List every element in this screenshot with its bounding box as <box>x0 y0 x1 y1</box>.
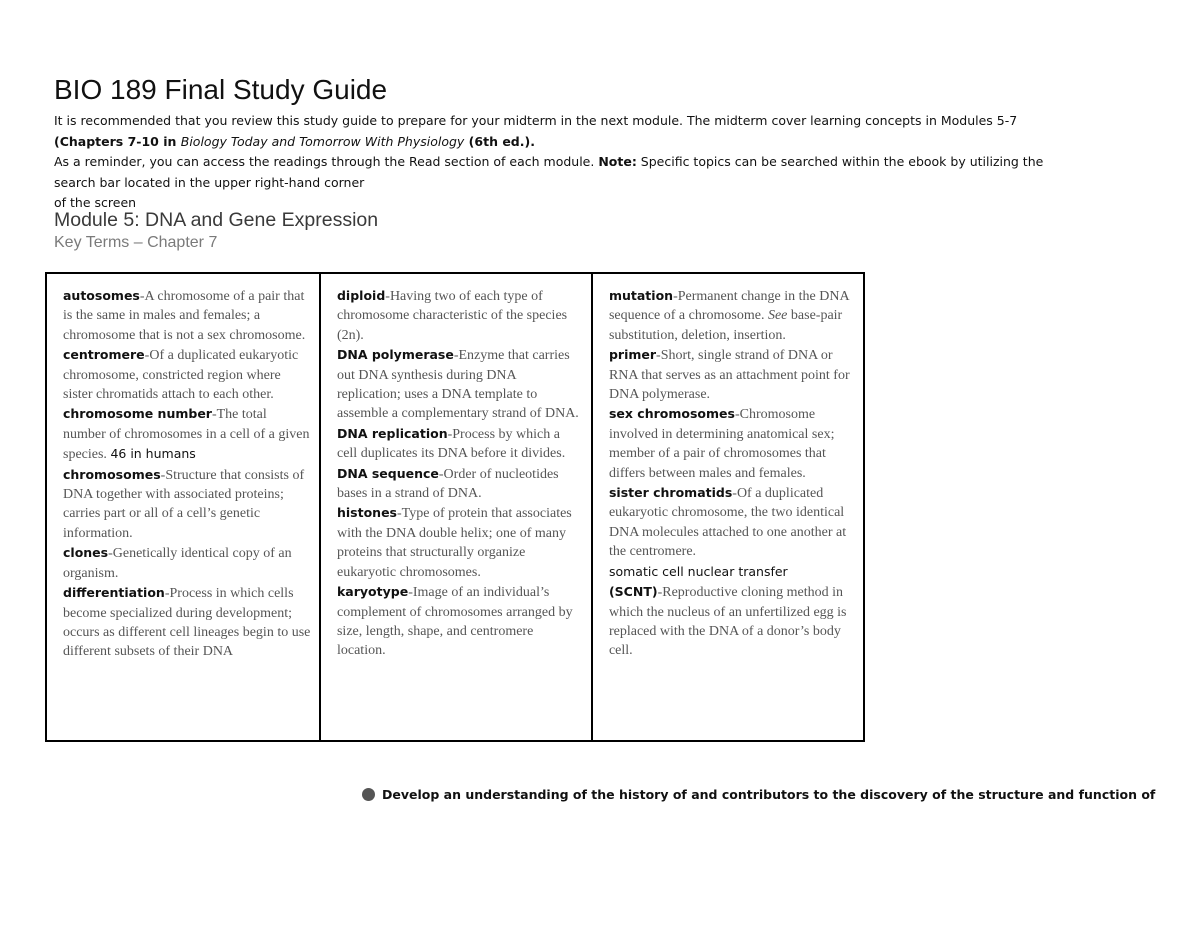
term-entry <box>337 345 583 424</box>
key-terms-heading: Key Terms – Chapter 7 <box>54 234 218 251</box>
intro-reminder: As a reminder, you can access the readings through the Read section of each module. <box>54 154 599 169</box>
term-definition: -Type of protein that associates with the DNA double helix; one of many proteins that structurally organize eukaryotic chromosomes. <box>336 506 572 580</box>
terms-column-3 <box>591 274 863 740</box>
term-entry <box>63 404 311 464</box>
term-definition: -Order of nucleotides bases in a strand of DNA. <box>336 466 559 502</box>
term-entry <box>609 483 855 562</box>
term-definition: -Process in which cells become specialized during development; occurs as different cell lineages begin to use different subsets of their DNA <box>63 586 311 660</box>
term-entry <box>337 503 583 582</box>
definition-part: base-pair substitution, deletion, insertion. <box>608 308 843 343</box>
term-entry <box>609 286 855 345</box>
intro-paragraph <box>54 111 1134 214</box>
term-name: autosomes <box>63 288 140 303</box>
term-entry <box>337 582 583 661</box>
term-entry <box>63 345 311 404</box>
term-name: karyotype <box>336 584 409 600</box>
key-terms-table <box>45 272 865 742</box>
term-name: DNA sequence <box>336 465 439 481</box>
term-definition: -The total number of chromosomes in a cell of a given species. <box>63 407 310 463</box>
term-entry <box>609 404 855 483</box>
term-entry <box>63 465 311 544</box>
definition-part: -Permanent change in the DNA sequence of a chromosome. <box>608 289 849 324</box>
term-name: primer <box>608 347 657 363</box>
objective-text: Develop an understanding of the history of and contributors to the discovery of the structure and function of <box>382 787 1156 802</box>
term-name-plain: somatic cell nuclear transfer <box>608 563 788 579</box>
term-name: centromere <box>63 347 145 363</box>
term-definition: -Enzyme that carries out DNA synthesis during DNA replication; uses a DNA template to assemble a complementary strand of DNA. <box>336 348 579 422</box>
term-entry <box>63 286 311 345</box>
term-entry <box>609 345 855 404</box>
term-extra: 46 in humans <box>110 446 196 462</box>
term-name: diploid <box>336 288 386 303</box>
term-name: differentiation <box>63 585 165 601</box>
term-entry <box>63 583 311 662</box>
term-name: (SCNT) <box>608 584 658 600</box>
term-name: mutation <box>608 288 674 303</box>
page-title: BIO 189 Final Study Guide <box>54 74 388 105</box>
term-definition: -Having two of each type of chromosome characteristic of the species (2n). <box>336 289 568 343</box>
terms-column-1 <box>47 274 319 740</box>
term-name: clones <box>63 545 109 561</box>
term-name: sex chromosomes <box>608 406 735 422</box>
term-entry <box>337 464 583 504</box>
term-definition: -Of a duplicated eukaryotic chromosome, the two identical DNA molecules attached to one another at the centromere. <box>608 486 847 560</box>
term-name: DNA polymerase <box>336 347 454 363</box>
intro-line-4: search bar located in the upper right-hand corner <box>54 174 365 190</box>
term-definition: -Of a duplicated eukaryotic chromosome, constricted region where sister chromatids attach to each other. <box>63 348 299 403</box>
term-entry <box>609 562 855 661</box>
book-title: Biology Today and Tomorrow With Physiology <box>180 133 465 149</box>
learning-objective <box>362 787 1155 802</box>
intro-line-2 <box>54 132 1134 153</box>
intro-line-3 <box>54 152 1134 173</box>
terms-column-2 <box>319 274 591 740</box>
intro-chapters-prefix: (Chapters 7-10 in <box>54 133 181 149</box>
note-label: Note: <box>598 154 637 169</box>
term-entry <box>337 286 583 345</box>
bullet-icon <box>362 788 375 801</box>
term-definition: -Short, single strand of DNA or RNA that serves as an attachment point for DNA polymerase. <box>608 348 850 403</box>
term-definition: -Reproductive cloning method in which the nucleus of an unfertilized egg is replaced with the DNA of a donor’s body cell. <box>608 585 847 659</box>
term-definition: -Process by which a cell duplicates its DNA before it divides. <box>336 426 566 462</box>
term-name: chromosome number <box>63 406 212 422</box>
intro-line-1: It is recommended that you review this study guide to prepare for your midterm in the next module. The midterm cover learning concepts in Modules 5-7 <box>54 113 1018 128</box>
module-heading: Module 5: DNA and Gene Expression <box>54 209 379 231</box>
term-definition: -Chromosome involved in determining anatomical sex; member of a pair of chromosomes that differs between males and females. <box>608 407 835 481</box>
term-name: histones <box>336 505 397 521</box>
term-entry <box>337 424 583 464</box>
intro-edition: (6th ed.). <box>464 133 535 149</box>
term-entry <box>63 543 311 583</box>
term-name: sister chromatids <box>608 485 733 501</box>
term-definition: -Image of an individual’s complement of chromosomes arranged by size, length, shape, and centromere location. <box>336 585 573 659</box>
intro-line-5: of the screen <box>54 195 137 210</box>
term-definition: -Genetically identical copy of an organism. <box>63 546 292 581</box>
term-name: DNA replication <box>336 425 448 441</box>
intro-note-text: Specific topics can be searched within the ebook by utilizing the <box>636 154 1044 169</box>
term-definition: -Structure that consists of DNA together with associated proteins; carries part or all of a cell’s genetic information. <box>63 467 305 541</box>
term-name: chromosomes <box>63 466 161 482</box>
term-definition: -A chromosome of a pair that is the same in males and females; a chromosome that is not a sex chromosome. <box>63 289 306 343</box>
definition-see: See <box>767 308 788 324</box>
